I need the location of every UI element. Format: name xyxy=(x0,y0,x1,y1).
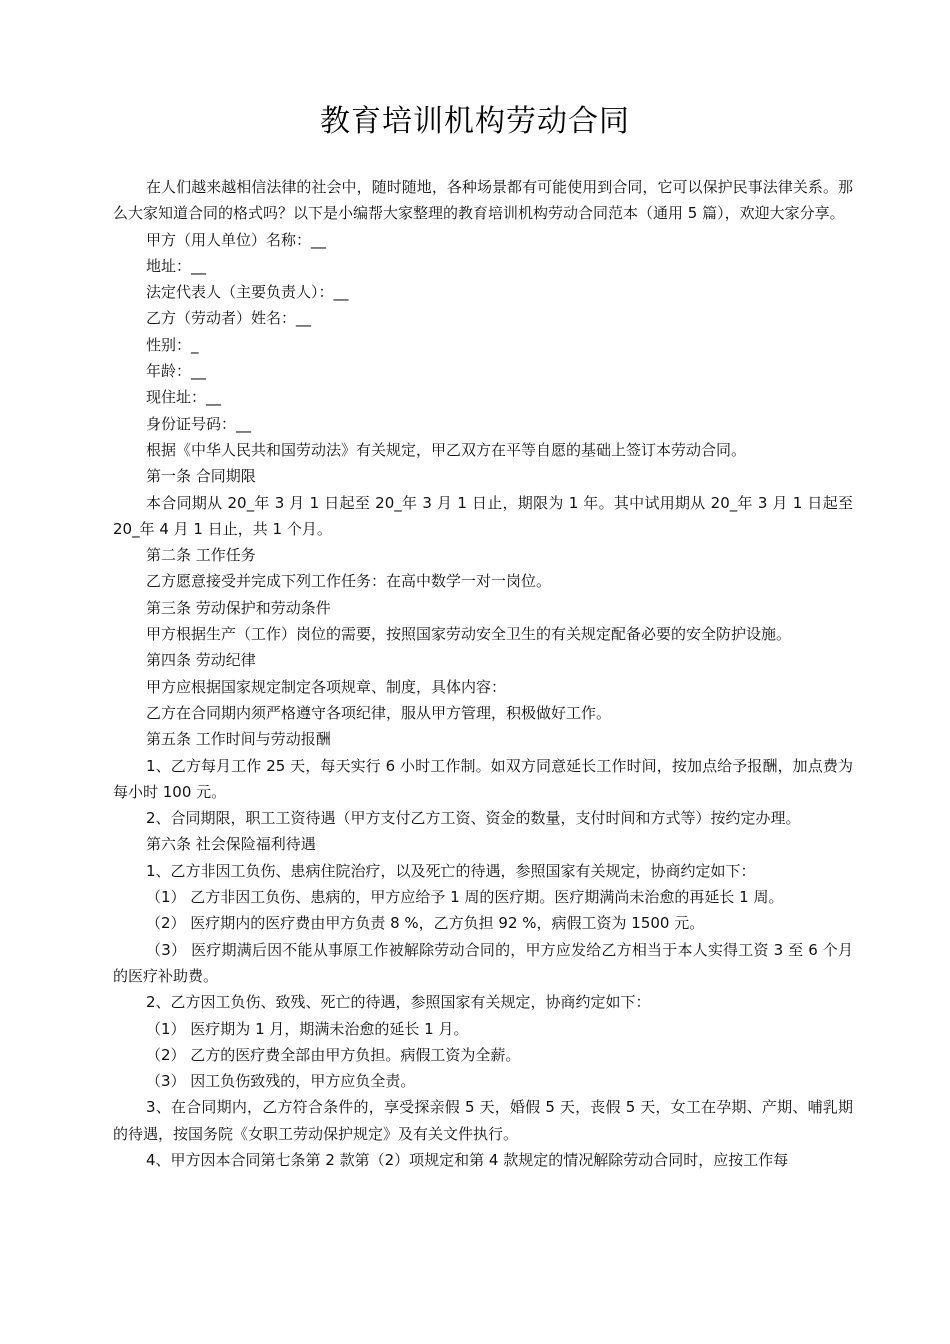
paragraph-work-task: 乙方愿意接受并完成下列工作任务：在高中数学一对一岗位。 xyxy=(146,572,552,591)
paragraph-item-2-2: （2） 乙方的医疗费全部由甲方负担。病假工资为全薪。 xyxy=(146,1045,521,1064)
paragraph-intro: 在人们越来越相信法律的社会中，随时随地，各种场景都有可能使用到合同，它可以保护民事法律关系。那么大家知道合同的格式吗？以下是小编帮大家整理的教育培训机构劳动合同范本（通用 5 篇），欢迎大家分享。 xyxy=(113,178,853,223)
paragraph-item-1-2: （2） 医疗期内的医疗费由甲方负责 8 %，乙方负担 92 %，病假工资为 1500 元。 xyxy=(146,914,705,933)
document-title: 教育培训机构劳动合同 xyxy=(320,104,630,139)
paragraph-wages: 2、合同期限，职工工资待遇（甲方支付乙方工资、资金的数量，支付时间和方式等）按约定办理。 xyxy=(146,809,801,828)
field-current-address: 现住址：__ xyxy=(146,388,222,407)
field-employee-name: 乙方（劳动者）姓名：__ xyxy=(146,309,312,328)
paragraph-item-1-1: （1） 乙方非因工负伤、患病的，甲方应给予 1 周的医疗期。医疗期满尚未治愈的再延长 1 周。 xyxy=(146,888,784,907)
paragraph-work-injury: 2、乙方因工负伤、致残、死亡的待遇，参照国家有关规定，协商约定如下： xyxy=(146,993,651,1012)
paragraph-rules: 甲方应根据国家规定制定各项规章、制度，具体内容： xyxy=(146,677,507,696)
field-gender: 性别：_ xyxy=(146,335,199,354)
article-heading-5: 第五条 工作时间与劳动报酬 xyxy=(146,730,331,749)
article-heading-1: 第一条 合同期限 xyxy=(146,467,256,486)
paragraph-legal-basis: 根据《中华人民共和国劳动法》有关规定，甲乙双方在平等自愿的基础上签订本劳动合同。 xyxy=(146,440,747,459)
article-heading-3: 第三条 劳动保护和劳动条件 xyxy=(146,598,331,617)
article-heading-6: 第六条 社会保险福利待遇 xyxy=(146,835,316,854)
article-heading-4: 第四条 劳动纪律 xyxy=(146,651,256,670)
field-age: 年龄：__ xyxy=(146,362,207,381)
paragraph-discipline: 乙方在合同期内须严格遵守各项纪律，服从甲方管理，积极做好工作。 xyxy=(146,703,612,722)
paragraph-leave: 3、在合同期内，乙方符合条件的，享受探亲假 5 天，婚假 5 天，丧假 5 天，女工在孕期、产期、哺乳期的待遇，按国务院《女职工劳动保护规定》及有关文件执行。 xyxy=(113,1098,853,1143)
paragraph-working-hours: 1、乙方每月工作 25 天，每天实行 6 小时工作制。如双方同意延长工作时间，按加点给予报酬，加点费为每小时 100 元。 xyxy=(113,756,853,801)
paragraph-item-2-3: （3） 因工负伤致残的，甲方应负全责。 xyxy=(146,1072,416,1091)
paragraph-labor-protection: 甲方根据生产（工作）岗位的需要，按照国家劳动安全卫生的有关规定配备必要的安全防护设施。 xyxy=(146,625,792,644)
paragraph-termination: 4、甲方因本合同第七条第 2 款第（2）项规定和第 4 款规定的情况解除劳动合同时，应按工作每 xyxy=(146,1150,789,1169)
field-id-number: 身份证号码：__ xyxy=(146,414,252,433)
article-heading-2: 第二条 工作任务 xyxy=(146,546,256,565)
paragraph-non-work-injury: 1、乙方非因工负伤、患病住院治疗，以及死亡的待遇，参照国家有关规定，协商约定如下： xyxy=(146,861,756,880)
paragraph-item-2-1: （1） 医疗期为 1 月，期满未治愈的延长 1 月。 xyxy=(146,1019,469,1038)
field-legal-representative: 法定代表人（主要负责人）：__ xyxy=(146,283,349,302)
field-employer-name: 甲方（用人单位）名称：__ xyxy=(146,230,327,249)
document-body xyxy=(113,174,853,1173)
field-address: 地址：__ xyxy=(146,256,207,275)
paragraph-contract-term: 本合同期从 20_年 3 月 1 日起至 20_年 3 月 1 日止，期限为 1 年。其中试用期从 20_年 3 月 1 日起至 20_年 4 月 1 日止，共 1 个月。 xyxy=(113,493,853,538)
paragraph-item-1-3: （3） 医疗期满后因不能从事原工作被解除劳动合同的，甲方应发给乙方相当于本人实得工资 3 至 6 个月的医疗补助费。 xyxy=(113,940,853,985)
